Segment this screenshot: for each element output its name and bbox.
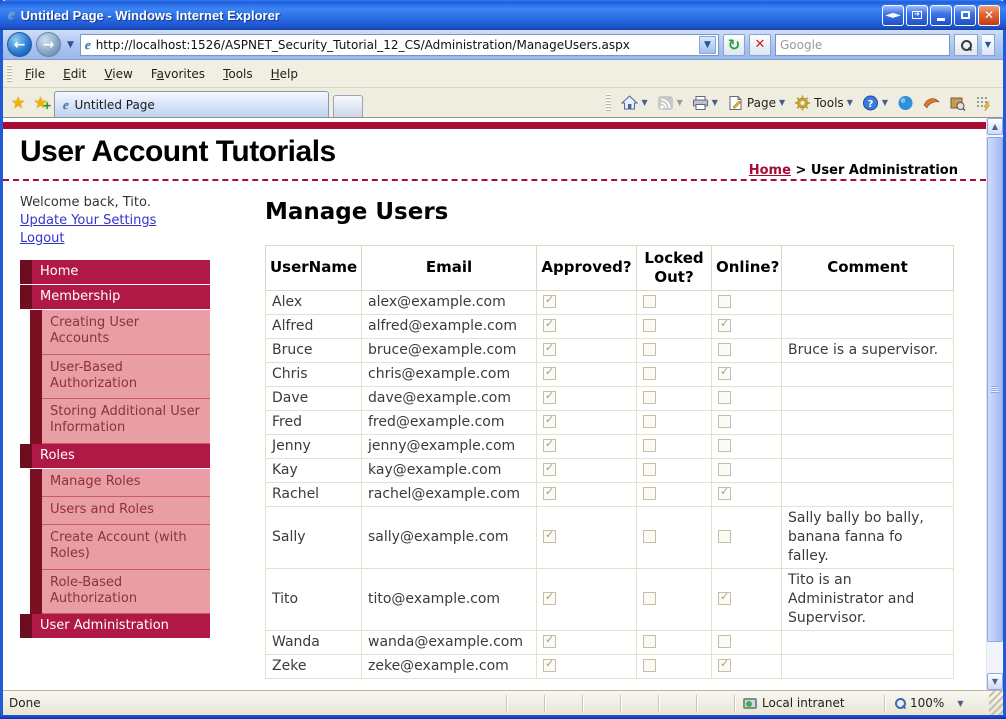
approved-cell (537, 568, 637, 630)
comment-cell (782, 362, 954, 386)
locked-out-cell (637, 434, 712, 458)
locked-out-cell (637, 630, 712, 654)
email-cell: bruce@example.com (362, 338, 537, 362)
window-bottom-border (0, 715, 1006, 719)
username-cell: Dave (266, 386, 362, 410)
menu-view[interactable]: View (104, 66, 133, 81)
breadcrumb-separator: > (790, 163, 811, 178)
username-cell: Alex (266, 290, 362, 314)
username-cell: Alfred (266, 314, 362, 338)
nav-item-label: Roles (32, 444, 210, 468)
zoom-icon (895, 698, 905, 708)
approved-cell (537, 410, 637, 434)
nav-item-creating-user-accounts[interactable] (20, 310, 210, 355)
user-row-zeke (266, 654, 954, 678)
locked-out-checkbox[interactable] (643, 415, 656, 428)
online-cell (712, 654, 782, 678)
locked-out-checkbox[interactable] (643, 635, 656, 648)
approved-checkbox[interactable] (543, 487, 556, 500)
online-checkbox[interactable] (718, 487, 731, 500)
status-separator (506, 695, 544, 712)
command-toolbar (602, 88, 1003, 117)
minimize-button[interactable] (930, 5, 952, 26)
online-checkbox[interactable] (718, 391, 731, 404)
nav-item-label: Home (32, 260, 210, 284)
command-toolbar-grip[interactable] (606, 94, 611, 112)
locked-out-checkbox[interactable] (643, 659, 656, 672)
menu-tools[interactable]: Tools (223, 66, 253, 81)
comment-cell (782, 458, 954, 482)
header-red-band (3, 122, 986, 129)
email-cell: zeke@example.com (362, 654, 537, 678)
title-bar (0, 0, 1006, 30)
comment-cell (782, 290, 954, 314)
nav-item-user-administration[interactable] (20, 614, 210, 638)
approved-cell (537, 434, 637, 458)
logout-link[interactable]: Logout (20, 231, 65, 246)
zoom-dropdown-icon[interactable]: ▼ (957, 698, 964, 708)
nav-indent-strip (30, 310, 42, 355)
nav-item-label: Membership (32, 285, 210, 309)
site-title: User Account Tutorials (20, 135, 336, 168)
onenote-addon-button[interactable] (972, 93, 995, 113)
tools-button[interactable]: Tools ▼ (791, 93, 856, 113)
approved-checkbox[interactable] (543, 463, 556, 476)
favorites-center-icon[interactable]: ★ (11, 93, 26, 112)
user-row-tito (266, 568, 954, 630)
column-header-email: Email (362, 246, 537, 291)
tab-bar (3, 88, 1003, 118)
status-separator (544, 695, 582, 712)
locked-out-cell (637, 362, 712, 386)
nav-item-label: Manage Roles (42, 469, 210, 497)
approved-checkbox[interactable] (543, 659, 556, 672)
add-favorite-icon[interactable]: ★ + (33, 93, 47, 112)
column-header-comment: Comment (782, 246, 954, 291)
intranet-zone-icon (743, 698, 757, 709)
zone-label: Local intranet (762, 696, 845, 710)
vertical-scrollbar[interactable] (986, 118, 1003, 690)
new-tab-button[interactable] (333, 95, 363, 117)
nav-bullet (20, 285, 32, 309)
comment-cell: Sally bally bo bally, banana fanna fo falley. (782, 506, 954, 568)
comment-cell (782, 386, 954, 410)
menu-file[interactable]: File (25, 66, 46, 81)
username-cell: Zeke (266, 654, 362, 678)
email-cell: alex@example.com (362, 290, 537, 314)
snapshot-addon-button[interactable] (946, 93, 969, 113)
printer-icon (692, 95, 709, 111)
nav-indent-strip (30, 570, 42, 615)
username-cell: Kay (266, 458, 362, 482)
online-cell (712, 630, 782, 654)
username-cell: Fred (266, 410, 362, 434)
user-row-chris (266, 362, 954, 386)
scroll-up-button[interactable]: ▲ (987, 118, 1003, 135)
status-separator (620, 695, 658, 712)
approved-checkbox[interactable] (543, 635, 556, 648)
stop-button[interactable]: ✕ (749, 34, 771, 56)
username-cell: Chris (266, 362, 362, 386)
site-header (3, 129, 986, 181)
nav-item-label: Creating User Accounts (42, 310, 210, 355)
approved-cell (537, 362, 637, 386)
user-row-wanda (266, 630, 954, 654)
online-checkbox[interactable] (718, 530, 731, 543)
online-cell (712, 386, 782, 410)
nav-item-manage-roles[interactable] (20, 469, 210, 497)
scroll-down-button[interactable]: ▼ (987, 673, 1003, 690)
online-cell (712, 290, 782, 314)
nav-item-home[interactable] (20, 260, 210, 284)
email-cell: alfred@example.com (362, 314, 537, 338)
locked-out-checkbox[interactable] (643, 487, 656, 500)
nav-menu (20, 260, 210, 638)
username-cell: Wanda (266, 630, 362, 654)
address-field[interactable] (80, 34, 719, 56)
comment-cell (782, 434, 954, 458)
search-button[interactable] (954, 34, 978, 56)
ie-logo-icon: e (7, 6, 16, 23)
email-cell: chris@example.com (362, 362, 537, 386)
toolbar-grip[interactable] (7, 65, 12, 83)
menu-bar (3, 60, 1003, 88)
approved-cell (537, 654, 637, 678)
help-icon (862, 95, 879, 111)
comment-cell: Bruce is a supervisor. (782, 338, 954, 362)
svg-text:?: ? (867, 98, 874, 110)
page-title: Manage Users (265, 199, 449, 225)
nav-bullet (20, 614, 32, 638)
user-row-bruce (266, 338, 954, 362)
approved-cell (537, 458, 637, 482)
snapshot-icon (949, 95, 966, 111)
nav-item-label: Storing Additional User Information (42, 399, 210, 444)
nav-item-roles[interactable] (20, 444, 210, 468)
email-cell: rachel@example.com (362, 482, 537, 506)
nav-bullet (20, 260, 32, 284)
approved-checkbox[interactable] (543, 530, 556, 543)
comment-cell (782, 482, 954, 506)
vm-toggle-button[interactable]: ◄► (882, 5, 904, 26)
online-cell (712, 568, 782, 630)
update-settings-link[interactable]: Update Your Settings (20, 213, 157, 228)
address-bar (3, 30, 1003, 60)
approved-cell (537, 506, 637, 568)
locked-out-cell (637, 654, 712, 678)
locked-out-checkbox[interactable] (643, 463, 656, 476)
online-checkbox[interactable] (718, 463, 731, 476)
messenger-addon-button[interactable] (894, 93, 917, 113)
status-text: Done (9, 696, 41, 710)
refresh-button[interactable]: ↻ (723, 34, 745, 56)
username-cell: Sally (266, 506, 362, 568)
approved-checkbox[interactable] (543, 319, 556, 332)
print-button[interactable]: ▼ (689, 93, 721, 113)
column-header-locked-out-: Locked Out? (637, 246, 712, 291)
nav-indent-strip (30, 469, 42, 497)
online-cell (712, 482, 782, 506)
nav-item-role-based-authorization[interactable] (20, 570, 210, 615)
locked-out-cell (637, 482, 712, 506)
locked-out-cell (637, 458, 712, 482)
page-viewport (3, 118, 1003, 690)
locked-out-checkbox[interactable] (643, 391, 656, 404)
email-cell: sally@example.com (362, 506, 537, 568)
menu-favorites[interactable]: Favorites (150, 66, 206, 81)
search-box[interactable] (775, 34, 950, 56)
online-cell (712, 362, 782, 386)
security-zone-indicator (734, 695, 884, 712)
approved-checkbox[interactable] (543, 391, 556, 404)
email-cell: jenny@example.com (362, 434, 537, 458)
user-row-sally (266, 506, 954, 568)
approved-cell (537, 630, 637, 654)
online-checkbox[interactable] (718, 319, 731, 332)
status-separator (696, 695, 734, 712)
nav-item-label: Users and Roles (42, 497, 210, 525)
web-page (3, 118, 986, 690)
user-row-jenny (266, 434, 954, 458)
history-dropdown-icon[interactable]: ▼ (67, 39, 74, 50)
breadcrumb-current: User Administration (810, 163, 958, 178)
nav-item-storing-additional-user-information[interactable] (20, 399, 210, 444)
user-row-kay (266, 458, 954, 482)
feeds-button[interactable]: ▼ (654, 93, 686, 113)
locked-out-checkbox[interactable] (643, 319, 656, 332)
online-cell (712, 314, 782, 338)
email-cell: fred@example.com (362, 410, 537, 434)
close-button[interactable]: ✕ (978, 5, 1000, 26)
online-cell (712, 506, 782, 568)
maximize-button[interactable] (954, 5, 976, 26)
nav-item-membership[interactable] (20, 285, 210, 309)
nav-indent-strip (30, 525, 42, 570)
home-icon (621, 95, 638, 111)
menu-edit[interactable]: Edit (63, 66, 87, 81)
back-button[interactable]: ← (7, 32, 32, 57)
username-cell: Rachel (266, 482, 362, 506)
locked-out-cell (637, 506, 712, 568)
scrollbar-thumb[interactable] (987, 137, 1003, 642)
page-button-label: Page (746, 95, 776, 110)
approved-checkbox[interactable] (543, 295, 556, 308)
comment-cell (782, 410, 954, 434)
locked-out-checkbox[interactable] (643, 530, 656, 543)
nav-item-label: User Administration (32, 614, 210, 638)
locked-out-cell (637, 568, 712, 630)
email-cell: wanda@example.com (362, 630, 537, 654)
nav-item-users-and-roles[interactable] (20, 497, 210, 525)
online-cell (712, 434, 782, 458)
online-cell (712, 458, 782, 482)
locked-out-checkbox[interactable] (643, 343, 656, 356)
tab-untitled-page[interactable] (54, 91, 329, 117)
search-placeholder: Google (780, 37, 823, 52)
nav-indent-strip (30, 497, 42, 525)
research-addon-button[interactable] (920, 93, 943, 113)
comment-cell: Tito is an Administrator and Supervisor. (782, 568, 954, 630)
messenger-icon (897, 95, 914, 111)
locked-out-checkbox[interactable] (643, 439, 656, 452)
locked-out-checkbox[interactable] (643, 592, 656, 605)
page-icon-toolbar (727, 95, 744, 111)
user-row-rachel (266, 482, 954, 506)
home-button[interactable]: ▼ (618, 93, 650, 113)
nav-indent-strip (30, 399, 42, 444)
approved-cell (537, 386, 637, 410)
nav-indent-strip (30, 355, 42, 400)
welcome-message: Welcome back, Tito. (20, 195, 151, 210)
approved-checkbox[interactable] (543, 415, 556, 428)
approved-cell (537, 290, 637, 314)
rss-icon (657, 95, 674, 111)
pop-out-button[interactable] (906, 5, 928, 26)
breadcrumb (749, 163, 958, 178)
username-cell: Tito (266, 568, 362, 630)
search-options-dropdown[interactable]: ▼ (982, 34, 995, 56)
nav-bullet (20, 444, 32, 468)
approved-cell (537, 338, 637, 362)
zoom-level: 100% (910, 696, 945, 710)
approved-cell (537, 314, 637, 338)
page-button[interactable]: Page ▼ (724, 93, 788, 113)
username-cell: Bruce (266, 338, 362, 362)
help-button[interactable]: ? ▼ (859, 93, 891, 113)
gear-icon (794, 95, 811, 111)
url-text[interactable]: http://localhost:1526/ASPNET_Security_Tutorial_12_CS/Administration/ManageUsers.aspx (95, 37, 630, 52)
tools-button-label: Tools (814, 95, 844, 110)
locked-out-checkbox[interactable] (643, 295, 656, 308)
main-content (265, 195, 972, 679)
online-checkbox[interactable] (718, 343, 731, 356)
column-header-online-: Online? (712, 246, 782, 291)
forward-button[interactable]: → (36, 32, 61, 57)
nav-item-create-account-with-roles-[interactable] (20, 525, 210, 570)
research-icon (923, 95, 940, 111)
status-separator (658, 695, 696, 712)
email-cell: kay@example.com (362, 458, 537, 482)
tab-label: Untitled Page (74, 97, 155, 112)
search-icon (961, 40, 971, 50)
online-checkbox[interactable] (718, 295, 731, 308)
window-title: Untitled Page - Windows Internet Explorer (20, 7, 280, 23)
nav-item-label: Create Account (with Roles) (42, 525, 210, 570)
user-row-dave (266, 386, 954, 410)
resize-grip[interactable] (989, 691, 1003, 715)
user-row-alex (266, 290, 954, 314)
comment-cell (782, 314, 954, 338)
online-checkbox[interactable] (718, 415, 731, 428)
online-cell (712, 410, 782, 434)
email-cell: dave@example.com (362, 386, 537, 410)
approved-checkbox[interactable] (543, 592, 556, 605)
user-row-fred (266, 410, 954, 434)
locked-out-cell (637, 386, 712, 410)
approved-cell (537, 482, 637, 506)
nav-item-label: User-Based Authorization (42, 355, 210, 400)
locked-out-cell (637, 314, 712, 338)
column-header-username: UserName (266, 246, 362, 291)
email-cell: tito@example.com (362, 568, 537, 630)
table-header-row (266, 246, 954, 291)
nav-item-label: Role-Based Authorization (42, 570, 210, 615)
approved-checkbox[interactable] (543, 439, 556, 452)
online-checkbox[interactable] (718, 367, 731, 380)
locked-out-cell (637, 338, 712, 362)
username-cell: Jenny (266, 434, 362, 458)
locked-out-cell (637, 410, 712, 434)
status-separator (582, 695, 620, 712)
approved-checkbox[interactable] (543, 367, 556, 380)
grid-lightning-icon (975, 95, 992, 111)
status-bar (3, 690, 1003, 715)
page-icon: e (84, 36, 92, 52)
online-checkbox[interactable] (718, 439, 731, 452)
online-checkbox[interactable] (718, 659, 731, 672)
tab-favicon: e (61, 96, 70, 112)
locked-out-cell (637, 290, 712, 314)
user-row-alfred (266, 314, 954, 338)
zoom-control[interactable] (884, 695, 989, 712)
locked-out-checkbox[interactable] (643, 367, 656, 380)
comment-cell (782, 654, 954, 678)
menu-help[interactable]: Help (270, 66, 299, 81)
online-checkbox[interactable] (718, 635, 731, 648)
scrollbar-track[interactable] (987, 644, 1003, 673)
comment-cell (782, 630, 954, 654)
online-cell (712, 338, 782, 362)
column-header-approved-: Approved? (537, 246, 637, 291)
address-dropdown-button[interactable]: ▼ (699, 36, 716, 54)
users-table (265, 245, 954, 679)
nav-item-user-based-authorization[interactable] (20, 355, 210, 400)
approved-checkbox[interactable] (543, 343, 556, 356)
breadcrumb-home-link[interactable]: Home (748, 163, 791, 178)
sidebar (20, 195, 210, 679)
online-checkbox[interactable] (718, 592, 731, 605)
